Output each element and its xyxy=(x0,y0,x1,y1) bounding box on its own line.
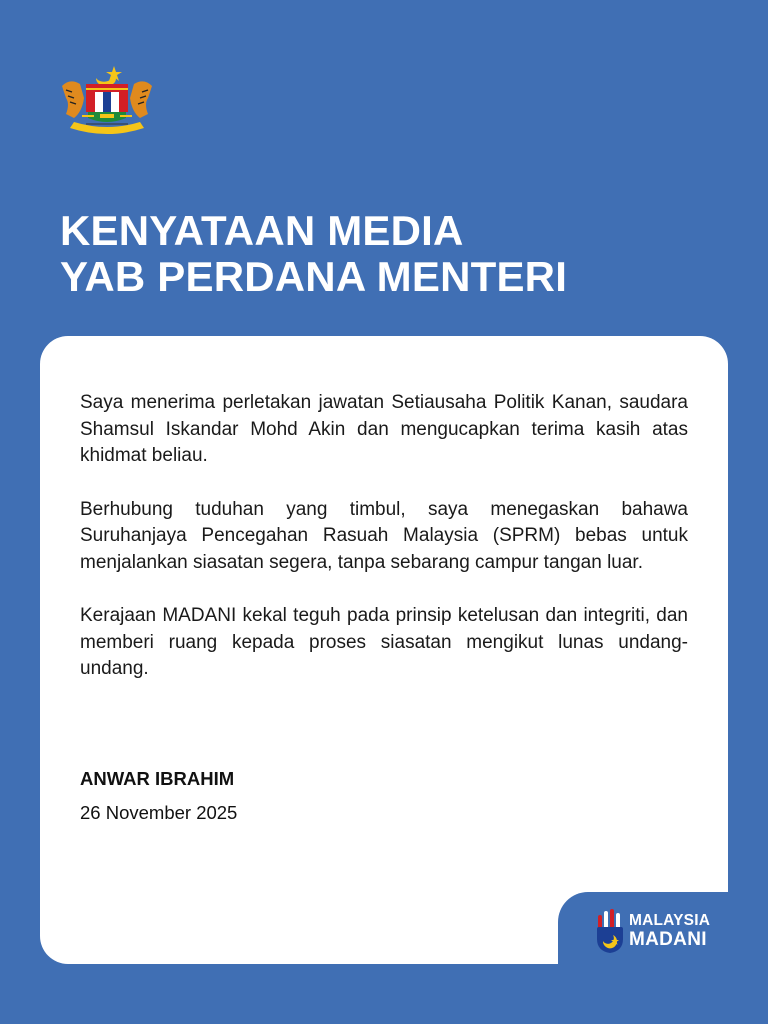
malaysia-madani-logo xyxy=(594,906,724,956)
title-line-2: YAB PERDANA MENTERI xyxy=(60,253,568,300)
statement-paragraph-1: Saya menerima perletakan jawatan Setiausaha Politik Kanan, saudara Shamsul Iskandar Mohd Akin dan mengucapkan terima kasih atas khidmat beliau. xyxy=(80,392,688,466)
statement-date: 26 November 2025 xyxy=(80,802,238,823)
statement-body xyxy=(80,390,688,710)
statement-paragraph-3: Kerajaan MADANI kekal teguh pada prinsip ketelusan dan integriti, dan memberi ruang kepada proses siasatan mengikut lunas undang-undang. xyxy=(80,605,688,679)
signature-block xyxy=(80,767,237,825)
page-title xyxy=(60,208,567,300)
logo-line-2: MADANI xyxy=(629,928,707,950)
logo-line-1: MALAYSIA xyxy=(629,912,711,930)
statement-paragraph-2: Berhubung tuduhan yang timbul, saya menegaskan bahawa Suruhanjaya Pencegahan Rasuah Malaysia (SPRM) bebas untuk menjalankan siasatan segera, tanpa sebarang campur tangan luar. xyxy=(80,498,688,573)
title-line-1: KENYATAAN MEDIA xyxy=(60,207,464,254)
signatory-name: ANWAR IBRAHIM xyxy=(80,768,235,789)
malaysia-madani-logo-icon xyxy=(594,907,626,955)
madani-wordmark xyxy=(629,913,710,949)
malaysia-coat-of-arms-icon xyxy=(56,64,158,138)
